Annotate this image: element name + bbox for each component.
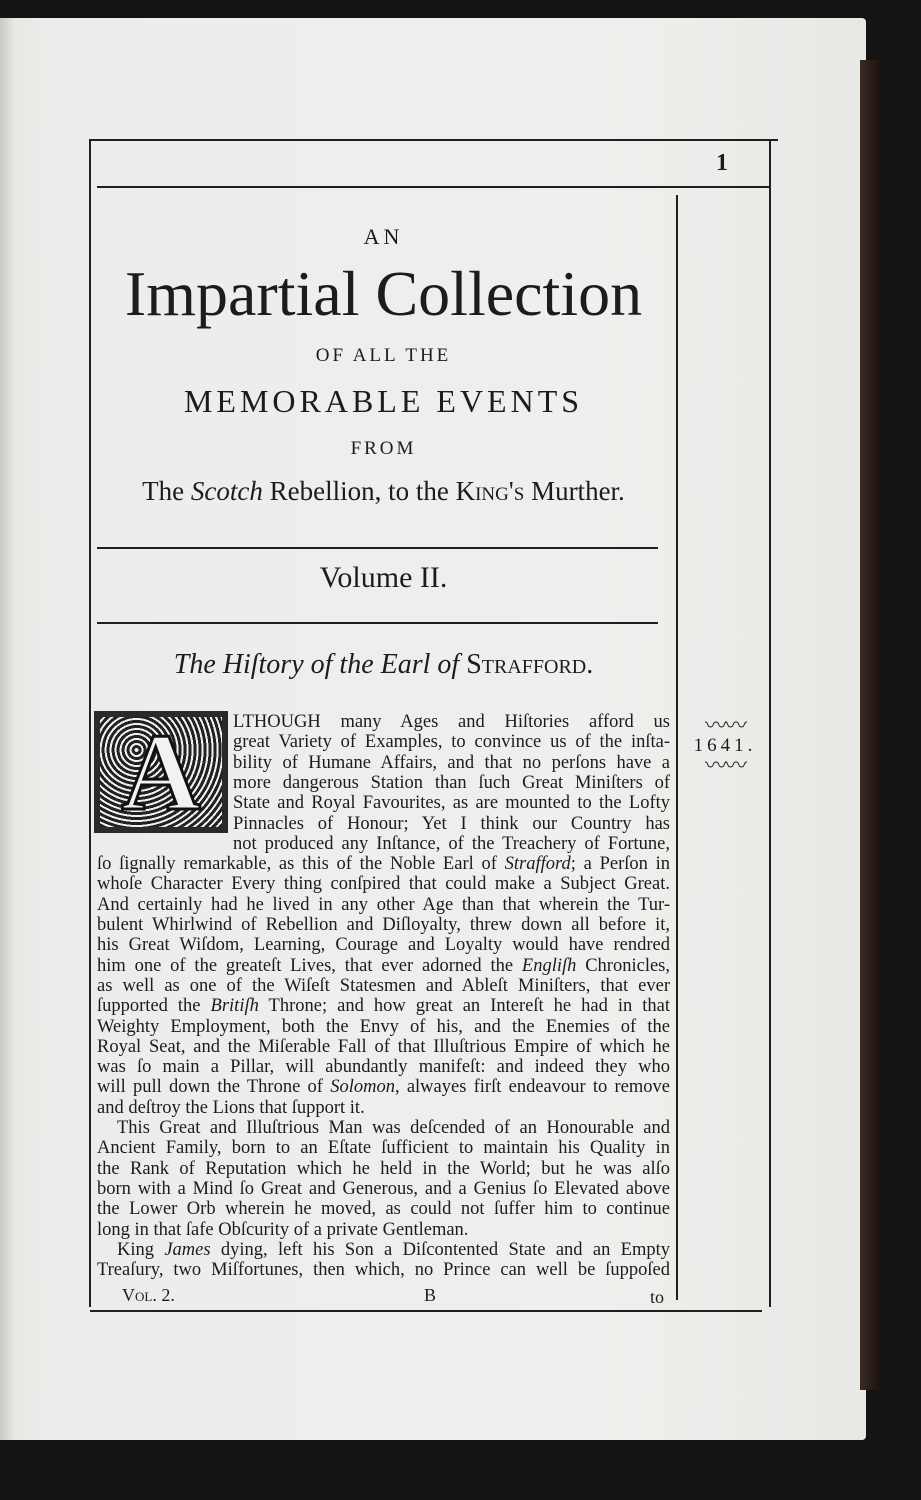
ornament-icon: 〰〰 [704, 753, 745, 778]
text-line [97, 1159, 670, 1179]
text-line [97, 1199, 670, 1219]
ornament-icon: 〰〰 [704, 713, 745, 738]
volume-heading: Volume II. [319, 561, 448, 594]
text-line [97, 1017, 670, 1037]
text-segment: as well as one of the Wiſeſt Statesmen and Ableſt Miniſters, that ever [97, 975, 670, 996]
text-line [97, 1037, 670, 1057]
text-segment: This Great and Illuſtrious Man was deſcended of an Honourable and [117, 1118, 670, 1138]
text-segment: Throne; and how great an Intereſt he had in that [258, 996, 670, 1017]
italic-text: Strafford [504, 854, 571, 875]
text-line [97, 1260, 670, 1280]
text-segment: And certainly had he lived in any other Age than that wherein the Tur- [97, 894, 670, 915]
title-rule-2 [97, 622, 658, 624]
ornamental-drop-cap: A [94, 711, 228, 833]
text-segment: whoſe Character Every thing conſpired that could make a Subject Great. [97, 874, 670, 895]
text-segment: bility of Humane Affairs, and that no perſons have a [233, 752, 670, 773]
text-line [233, 712, 670, 732]
frame-left-rule [89, 139, 91, 1307]
text-segment: bulent Whirlwind of Rebellion and Diſloyalty, threw down all before it, [97, 915, 670, 935]
text-line [117, 1118, 670, 1138]
title-memorable-events: MEMORABLE EVENTS [183, 383, 584, 419]
subtitle-kings: King's [455, 476, 525, 506]
margin-note-text: 1641. [693, 735, 757, 756]
margin-column-rule [676, 195, 678, 1300]
text-line [97, 915, 670, 935]
text-segment: him one of the greateſt Lives, that ever adorned the [97, 955, 522, 976]
text-line [97, 996, 670, 1016]
text-segment: his Great Wiſdom, Learning, Courage and Loyalty would have rendred [97, 935, 670, 956]
text-line [233, 773, 670, 793]
chapter-heading-text: The Hiſtory of the Earl of [173, 649, 467, 680]
text-segment: born with a Mind ſo Great and Generous, and a Genius ſo Elevated above [97, 1178, 670, 1199]
text-segment: the Rank of Reputation which he held in the World; but he was alſo [97, 1158, 670, 1179]
text-line [97, 1077, 670, 1097]
chapter-heading [97, 648, 670, 682]
text-segment: LTHOUGH many Ages and Hiſtories afford us [233, 712, 670, 732]
text-segment: will pull down the Throne of [97, 1077, 331, 1098]
text-segment: ſupported the [97, 996, 211, 1017]
text-line [97, 874, 670, 894]
text-line [97, 1098, 670, 1118]
text-segment: Treaſury, two Miſfortunes, then which, no Prince can well be ſuppoſed [97, 1260, 670, 1281]
text-segment: was ſo main a Pillar, will abundantly manifeſt: and indeed they who [97, 1057, 670, 1078]
text-segment: State and Royal Favourites, as are mounted to the Lofty [233, 793, 670, 814]
text-line [97, 1179, 670, 1199]
text-segment: great Variety of Examples, to convince us of the inſta- [233, 732, 670, 753]
text-line [233, 753, 670, 773]
text-line [117, 1240, 670, 1260]
text-line [97, 1138, 670, 1158]
text-segment: not produced any Inſtance, of the Treachery of Fortune, [233, 833, 670, 854]
footer-signature: B [424, 1285, 437, 1305]
title-main: Impartial Collection [124, 258, 643, 329]
text-line [97, 854, 670, 874]
italic-text: Solomon [330, 1077, 395, 1098]
book-spine [860, 60, 880, 1390]
text-segment: long in that ſafe Obſcurity of a private Gentleman. [97, 1219, 469, 1240]
subtitle-scotch: Scotch [190, 476, 263, 506]
text-line [97, 956, 670, 976]
chapter-heading-strafford: Strafford. [466, 649, 594, 680]
frame-bottom-rule [90, 1310, 762, 1312]
text-line [233, 793, 670, 813]
text-segment: Royal Seat, and the Miſerable Fall of that Illuſtrious Empire of which he [97, 1036, 670, 1057]
subtitle-part: The [142, 476, 191, 506]
text-segment: dying, left his Son a Diſcontented State and an Empty [210, 1239, 670, 1260]
page-number: 1 [716, 150, 728, 176]
title-subtitle [97, 474, 670, 508]
margin-note-year [684, 713, 766, 778]
text-segment: Ancient Family, born to an Eſtate ſufficient to maintain his Quality in [97, 1138, 670, 1159]
title-an: AN [363, 224, 404, 249]
italic-text: Britiſh [210, 996, 259, 1017]
text-segment: more dangerous Station than ſuch Great Miniſters of [233, 772, 670, 793]
italic-text: James [164, 1239, 211, 1260]
frame-right-rule [769, 139, 771, 1307]
text-segment: King [117, 1239, 165, 1260]
text-segment: , alwayes firſt endeavour to remove [394, 1077, 670, 1098]
text-line [233, 834, 670, 854]
text-segment: Weighty Employment, both the Envy of his, and the Enemies of the [97, 1016, 670, 1037]
title-rule-1 [97, 547, 658, 549]
text-line [233, 732, 670, 752]
text-line [97, 1220, 670, 1240]
text-segment: the Lower Orb wherein he moved, as could not ſuffer him to continue [97, 1199, 670, 1220]
text-segment: Pinnacles of Honour; Yet I think our Country has [233, 813, 670, 834]
text-segment: and deſtroy the Lions that ſupport it. [97, 1097, 365, 1118]
text-line [97, 935, 670, 955]
frame-header-rule [97, 186, 770, 188]
text-segment: ; a Perſon in [570, 854, 670, 875]
title-of-all-the: OF ALL THE [315, 345, 452, 366]
text-line [233, 814, 670, 834]
footer-volume: Vol. 2. [122, 1285, 175, 1305]
title-from: FROM [350, 438, 417, 459]
subtitle-part: Rebellion, to the [262, 476, 456, 506]
subtitle-part: Murther. [524, 476, 625, 506]
text-line [97, 895, 670, 915]
text-segment: Chronicles, [576, 955, 670, 976]
frame-top-rule [90, 139, 778, 141]
italic-text: Engliſh [521, 955, 577, 976]
text-line [97, 1057, 670, 1077]
text-segment: ſo ſignally remarkable, as this of the Noble Earl of [97, 854, 505, 875]
footer-catchword: to [650, 1287, 665, 1307]
text-line [97, 976, 670, 996]
